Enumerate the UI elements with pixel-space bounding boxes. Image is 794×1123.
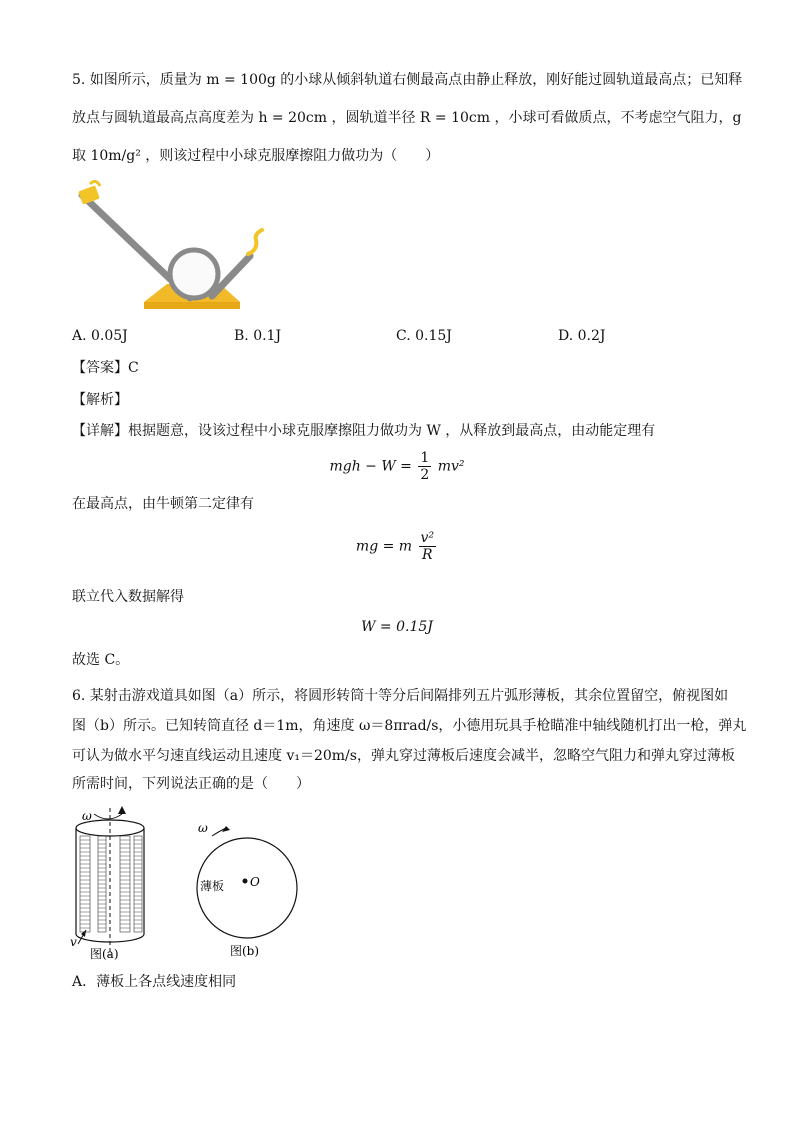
equation-newton: mg = m $\frac{\text{v²}}{R}$ [355, 530, 435, 563]
q5-option-a: A. 0.05J [72, 328, 128, 344]
q5-line-3: 取 10m/g² ，则该过程中小球克服摩擦阻力做功为（ ） [72, 148, 440, 164]
q5-analysis-label: 【解析】 [72, 392, 128, 408]
q5-detail: 【详解】根据题意，设该过程中小球克服摩擦阻力做功为 W ，从释放到最高点，由动能定理有 [72, 423, 656, 439]
q5-conclusion: 故选 C。 [72, 652, 130, 668]
q5-answer: 【答案】C [72, 360, 139, 376]
q5-line-1: 5. 如图所示，质量为 m = 100g 的小球从倾斜轨道右侧最高点由静止释放，刚好能过圆轨道最高点；已知释 [72, 72, 743, 88]
track-base-front [144, 302, 240, 309]
equation-energy: mgh − W = $\frac{1}{2}$ mv² [329, 450, 465, 483]
q6-line-3: 可认为做水平匀速直线运动且速度 v₁＝20m/s，弹丸穿过薄板后速度会减半，忽略空气阻力和弹丸穿过薄板 [72, 748, 735, 764]
q6-line-4: 所需时间，下列说法正确的是（ ） [72, 776, 310, 792]
left-clamp [78, 185, 100, 204]
equation-result: W = 0.15J [361, 619, 433, 635]
fig-a-velocity-label: v [70, 935, 77, 949]
right-clamp [248, 230, 262, 254]
fig-b-center-label: O [250, 875, 260, 889]
rotation-arrow-icon [94, 814, 122, 819]
center-point [243, 879, 248, 884]
figure-a-cylinder [64, 806, 154, 966]
q6-line-1: 6. 某射击游戏道具如图（a）所示，将圆形转筒十等分后间隔排列五片弧形薄板，其余位置留空，俯视图如 [72, 688, 729, 704]
figure-b-top-view [190, 818, 310, 968]
fig-a-caption: 图(a) [90, 947, 119, 961]
q5-option-d: D. 0.2J [558, 328, 606, 344]
fig-a-omega-label: ω [82, 809, 92, 823]
circular-loop [170, 250, 218, 298]
fig-b-caption: 图(b) [230, 944, 260, 958]
q5-text-combine: 联立代入数据解得 [72, 589, 184, 605]
velocity-arrow-icon [81, 930, 86, 937]
q5-line-2: 放点与圆轨道最高点高度差为 h = 20cm ，圆轨道半径 R = 10cm ，小球可看做质点，不考虑空气阻力，g [72, 110, 742, 126]
loop-track-figure [72, 180, 272, 315]
q5-option-c: C. 0.15J [396, 328, 452, 344]
q6-line-2: 图（b）所示。已知转筒直径 d＝1m，角速度 ω＝8πrad/s，小德用玩具手枪瞄准中轴线随机打出一枪，弹丸 [72, 718, 747, 734]
q5-text-newton: 在最高点，由牛顿第二定律有 [72, 496, 254, 512]
q6-option-a: A．薄板上各点线速度相同 [72, 974, 237, 990]
fig-b-omega-label: ω [198, 821, 208, 835]
fig-b-plate-label: 薄板 [200, 879, 225, 893]
q5-option-b: B. 0.1J [234, 328, 282, 344]
